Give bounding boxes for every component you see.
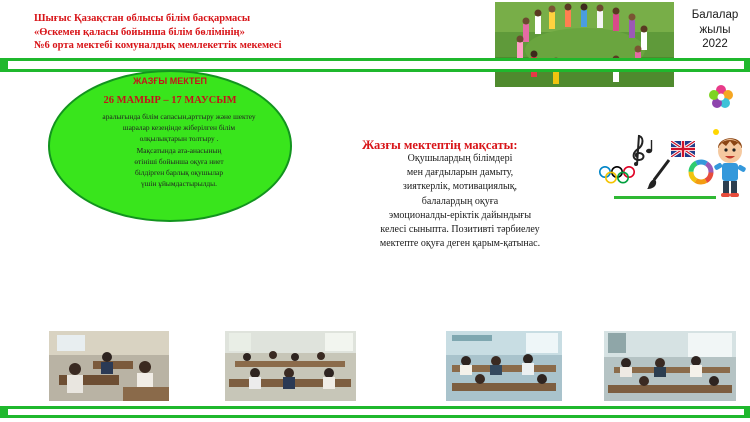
description-line: шаралар кезеңінде жіберілген білім <box>122 123 236 133</box>
description-line: Мақсатында ата-анасының <box>136 145 222 155</box>
goal-line: эмоционалды-еріктік дайындығы <box>388 209 532 221</box>
year-badge-line-2: жылы <box>699 23 731 36</box>
header-line-2: «Өскемен қаласы бойынша білім бөлімінің» <box>34 26 245 38</box>
flower-icon <box>708 84 734 110</box>
goal-line: келесі сыныпта. Позитивті тәрбиелеу <box>380 224 540 236</box>
decorative-green-line <box>614 196 716 199</box>
description-line: аралығында білім сапасын,арттыру және шектеу <box>102 112 256 121</box>
description-line: білдірген барлық оқушылар <box>134 168 224 178</box>
cartoon-boy-icon <box>710 126 750 198</box>
description-line: үшін ұйымдастырылды. <box>141 179 217 189</box>
header-line-3: №6 орта мектебі комуналдық мемлекеттік мекемесі <box>34 40 282 51</box>
bottom-green-bar-inner <box>8 409 744 415</box>
goal-description <box>350 152 570 251</box>
header-line-1: Шығыс Қазақстан облысы білім басқармасы <box>34 13 251 24</box>
uk-flag-icon <box>671 141 695 157</box>
classroom-photo-2 <box>225 331 356 401</box>
goal-title: Жазғы мектептің мақсаты: <box>362 138 518 152</box>
paintbrush-icon <box>645 158 673 190</box>
top-green-bar-inner <box>8 61 744 69</box>
description-line: өтініші бойынша оқуға ниет <box>134 156 224 166</box>
year-badge-line-1: Балалар <box>691 9 739 21</box>
goal-line: зияткерлік, мотивациялық, <box>402 181 518 193</box>
goal-line: мектепте оқуға деген қарым-қатынас. <box>379 238 541 250</box>
goal-line: балалардың оқуға <box>421 195 499 207</box>
description-line: олқылықтарын толтыру . <box>139 134 219 144</box>
goal-line: Оқушылардың білімдері <box>407 153 513 164</box>
goal-line: мен дағдыларын дамыту, <box>406 167 514 179</box>
year-badge <box>690 8 740 52</box>
summer-school-title: ЖАЗҒЫ МЕКТЕП <box>133 76 207 86</box>
children-circle-photo <box>495 2 674 87</box>
olympic-rings-icon <box>598 165 636 185</box>
summer-school-description <box>84 111 274 189</box>
year-badge-line-3: 2022 <box>702 38 728 50</box>
school-header <box>34 12 282 53</box>
summer-school-dates: 26 МАМЫР – 17 МАУСЫМ <box>103 95 237 106</box>
classroom-photo-1 <box>49 331 169 401</box>
classroom-photo-3 <box>446 331 562 401</box>
classroom-photo-4 <box>604 331 736 401</box>
